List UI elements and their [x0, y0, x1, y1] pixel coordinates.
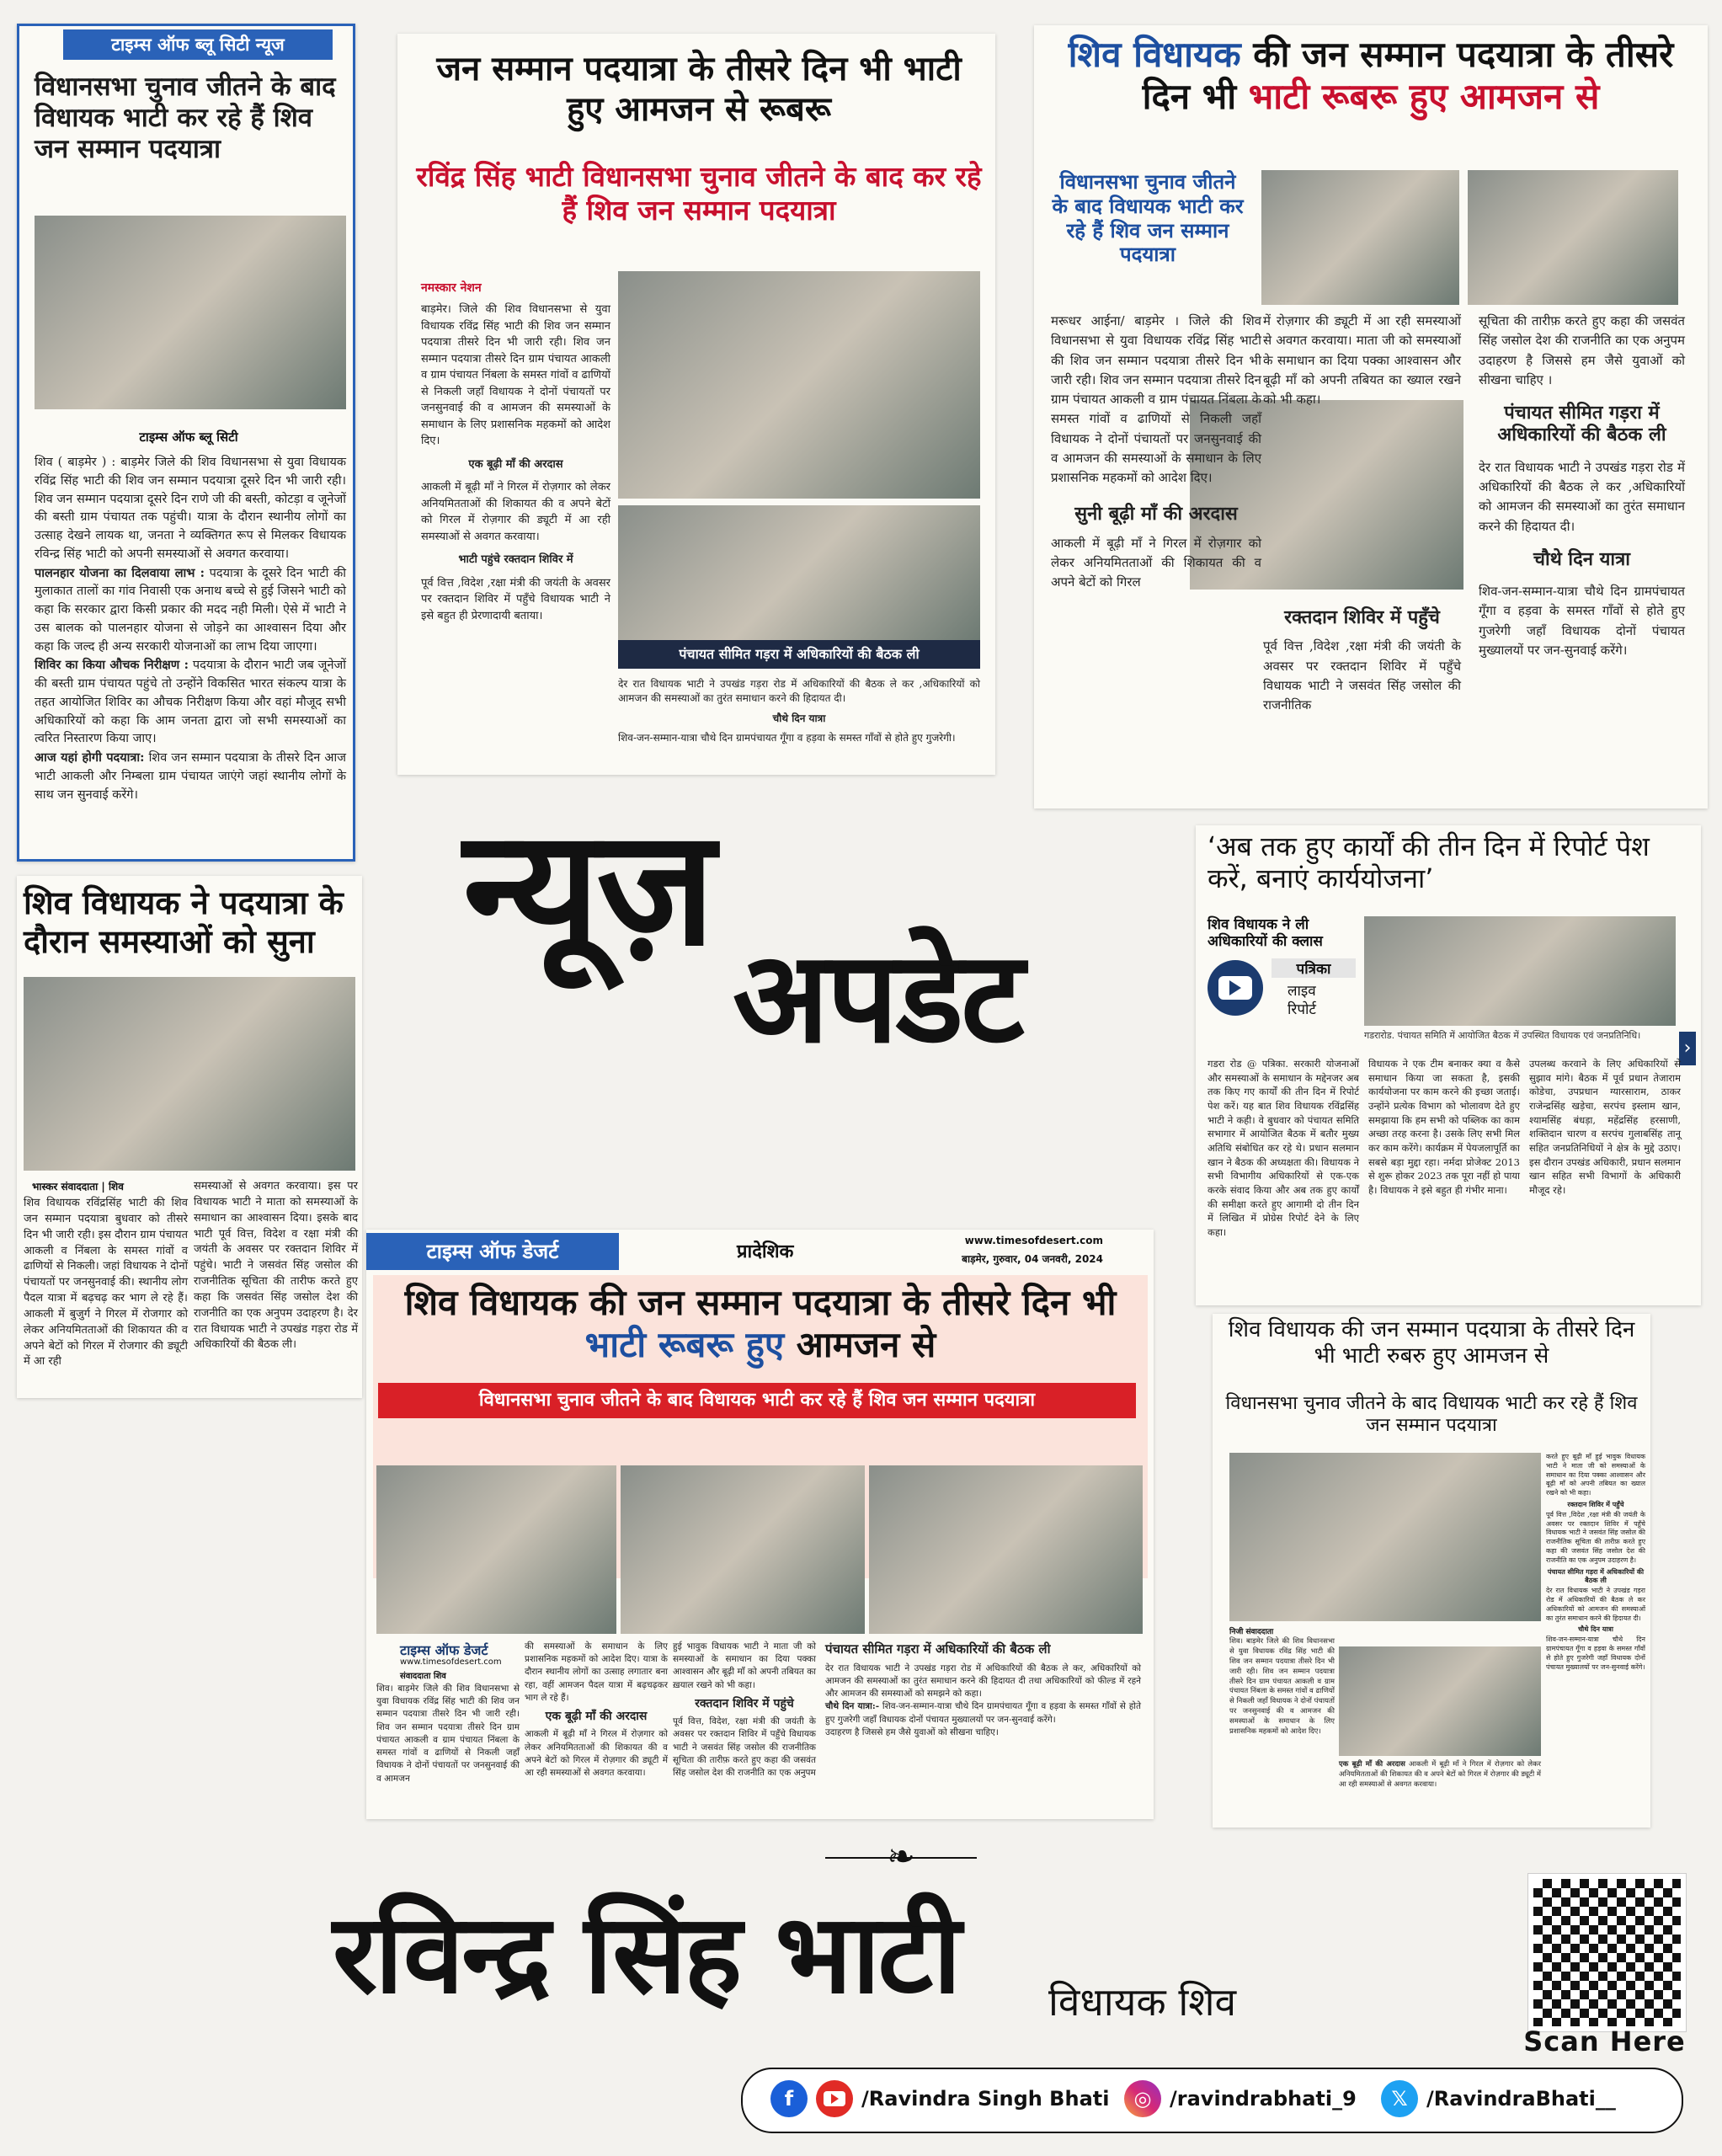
article-col-2: समस्याओं से अवगत करवाया। इस पर विधायक भाटी ने माता को समस्याओं के समाधान का आश्वासन दिया। इसके बाद भाटी पूर्व वित्त, विदेश व रक्षा मंत्री की जयंती के अवसर पर रक्तदान शिविर में पहुंचे। भाटी ने जसवंत सिंह जसोल की राजनीतिक सूचिता की तारीफ करते हुए कहा कि जसवंत सिंह जसोल देश की राजनीति का एक अनुपम उदाहरण है। देर रात विधायक भाटी ने उपखंड गड़रा रोड में अधिकारियों की बैठक ली। — [194, 1180, 358, 1352]
facebook-icon[interactable]: f — [770, 2080, 808, 2117]
logo: टाइम्स ऑफ डेजर्ट — [400, 1642, 488, 1658]
article-col-3 — [673, 1641, 816, 1780]
facebook-handle[interactable]: /Ravindra Singh Bhati — [861, 2087, 1110, 2111]
byline: टाइम्स ऑफ ब्लू सिटी — [139, 430, 238, 445]
qr-code[interactable] — [1528, 1874, 1686, 2031]
para: देर रात विधायक भाटी ने उपखंड गड़रा रोड में अधिकारियों की बैठक ले कर, अधिकारियों को आमजन की समस्याओं का तुरंत समाधान करने की हिदायत दी तथा अधिकारियों को फील्ड में रहने और आमजन की समस्याओं को समझने को कहा। — [825, 1662, 1141, 1700]
headline: ‘अब तक हुए कार्यों की तीन दिन में रिपोर्ट पेश करें, बनाएं कार्ययोजना’ — [1208, 830, 1650, 895]
subhead: पंचायत सीमित गड़रा में अधिकारियों की बैठक ली — [1497, 402, 1666, 446]
title-line-1: न्यूज़ — [463, 795, 712, 981]
article-col-1: शिव। बाड़मेर जिले की शिव विधानसभा से युवा विधायक रविंद्र सिंह भाटी की शिव जन सम्मान पदयात्रा तीसरे दिन भी जारी रही। शिव जन सम्मान पदयात्रा तीसरे दिन ग्राम पंचायत आकली व ग्राम पंचायत निंबला के समस्त गांवों व ढाणियों से निकली जहाँ विधायक ने दोनों पंचायतों पर जनसुनवाई की व आमजन की समस्याओं के समाधान के लिए प्रशासनिक महकमों को आदेश दिए। — [1229, 1637, 1335, 1737]
byline: निजी संवाददाता — [1229, 1628, 1274, 1636]
section: प्रादेशिक — [737, 1241, 794, 1262]
photo-walk — [1339, 1646, 1541, 1756]
para: देर रात विधायक भाटी ने उपखंड गड़रा रोड में अधिकारियों की बैठक ले कर ,अधिकारियों को आमजन की समस्याओं का तुरंत समाधान करने की हिदायत दी। — [1479, 459, 1685, 534]
instagram-handle[interactable]: /ravindrabhati_9 — [1170, 2087, 1357, 2111]
headline: विधानसभा चुनाव जीतने के बाद विधायक भाटी कर रहे हैं शिव जन सम्मान पदयात्रा — [35, 72, 336, 165]
mla-name: रविन्द्र सिंह भाटी — [333, 1890, 959, 2018]
subhead: चौथे दिन यात्रा — [1533, 547, 1630, 570]
live-report-badge — [1208, 960, 1359, 1019]
headline: शिव विधायक ने पदयात्रा के दौरान समस्याओं को सुना — [24, 884, 344, 960]
para: पदयात्रा के दूसरे दिन भाटी की मुलाकात तालों का गांव निवासी एक अनाथ बच्चे से हुई जिसने भाटी को कहा कि सरकार द्वारा किसी प्रकार की मदद नही मिली। ऐसे में भाटी ने उस बालक को पालनहार योजना से जोड़ने का आश्वासन दिया और कहा कि जल्द ही अन्य सरकारी योजनाओं का लाभ दिया जाएगा। — [35, 566, 346, 654]
para: बाड़मेर। जिले की शिव विधानसभा से युवा विधायक रविंद्र सिंह भाटी की शिव जन सम्मान पदयात्रा तीसरे दिन भी जारी रही। शिव जन सम्मान पदयात्रा तीसरे दिन ग्राम पंचायत आकली व ग्राम पंचायत निंबला के समस्त गांवों व ढाणियों से निकली जहाँ विधायक ने दोनों पंचायतों पर जनसुनवाई की व आमजन की समस्याओं के समाधान के लिए प्रशासनिक महकमों को आदेश दिए। — [421, 303, 610, 447]
subhead: भाटी पहुंचे रक्तदान शिविर में — [458, 553, 573, 566]
article-col-3: उपलब्ध करवाने के लिए अधिकारियों से सुझाव मांगे। बैठक में पूर्व प्रधान तेजाराम कोडेचा, उपप्रधान ग्यारसाराम, ठाकर राजेन्द्रसिंह खड़ेचा, सरपंच इस्लाम खान, श्यामसिंह बंधड़ा, महेंद्रसिंह हरसाणी, शक्तिदान चारण व सरपंच गुलाबसिंह तानू सहित जनप्रतिनिधियों ने क्षेत्र के मुद्दे उठाए। इस दौरान उपखंड अधिकारी, प्रधान सलमान खान सहित सभी विभागों के अधिकारी मौजूद रहे। — [1529, 1058, 1682, 1197]
article-col-1: शिव विधायक रविंद्रसिंह भाटी की शिव जन सम्मान पदयात्रा बुधवार को तीसरे दिन भी जारी रही। इस दौरान ग्राम पंचायत आकली व निंबला के समस्त गांवों व ढाणियों से निकली। जहां विधायक ने दोनों पंचायतों पर जनसुनवाई की। स्थानीय लोग पैदल यात्रा में बढ़चढ़ कर भाग ले रहे हैं। आकली में बुजुर्ग ने गिरल में रोजगार को लेकर अनियमितताओं की शिकायत की व अपने बेटों को गिरल में रोजगार की ड्यूटी में आ रही — [24, 1197, 188, 1369]
subhead: शिविर का किया औचक निरीक्षण : — [35, 658, 189, 673]
report-label: रिपोर्ट — [1288, 1001, 1316, 1018]
brand: पत्रिका — [1272, 958, 1356, 978]
article-col-4 — [825, 1641, 1141, 1739]
title-line-2: अपडेट — [733, 925, 1022, 1071]
photo-felicitation — [869, 1465, 1143, 1634]
para: आकली में बूढ़ी माँ ने गिरल में रोज़गार को लेकर अनियमितताओं की शिकायत की व अपने बेटों को गिरल — [1051, 535, 1261, 590]
photo-walk — [621, 1465, 865, 1634]
subhead: सुनी बूढ़ी माँ की अरदास — [1074, 503, 1238, 526]
para: मरूधर आईना/ बाड़मेर । जिले की शिव विधानसभा से युवा विधायक रविंद्र सिंह भाटी की शिव जन सम्मान पदयात्रा तीसरे दिन भी जारी रही। शिव जन सम्मान पदयात्रा तीसरे दिन ग्राम पंचायत आकली व ग्राम पंचायत निंबला के समस्त गांवों व ढाणियों से निकली जहाँ विधायक ने दोनों पंचायतों पर जनसुनवाई की व आमजन की समस्याओं के समाधान के लिए प्रशासनिक महकमों को आदेश दिए। — [1051, 313, 1261, 485]
subhead: पंचायत सीमित गड़रा में अधिकारियों की बैठक ली — [825, 1641, 1051, 1657]
para: देर रात विधायक भाटी ने उपखंड गड़रा रोड में अधिकारियों की बैठक ले कर ,अधिकारियों को आमजन की समस्याओं का तुरंत समाधान करने की हिदायत दी। — [618, 678, 980, 705]
headline-part: भाटी रूबरू हुए — [584, 1324, 785, 1366]
next-arrow[interactable]: › — [1679, 1032, 1696, 1065]
photo-caption: पंचायत सीमित गड़रा में अधिकारियों की बैठक ली — [618, 640, 980, 669]
headline-part: शिव विधायक — [1068, 34, 1241, 75]
headline-part: भाटी रूबरू हुए आमजन से — [1248, 76, 1600, 118]
photo-walk — [618, 505, 980, 640]
article-col-3 — [1479, 312, 1685, 660]
subhead: पंचायत सीमित गड़रा में अधिकारियों की बैठक ली — [1547, 1566, 1645, 1585]
masthead: टाइम्स ऑफ डेजर्ट — [366, 1233, 619, 1270]
social-x[interactable] — [1381, 2080, 1616, 2117]
photo-tribute — [376, 1465, 616, 1634]
social-instagram[interactable] — [1124, 2080, 1357, 2117]
para: शिव जन सम्मान पदयात्रा के तीसरे दिन आज भाटी आकली और निम्बला ग्राम पंचायत जाएंगे जहां स्थानीय लोगों के साथ जन सुनवाई करेंगे। — [35, 751, 346, 802]
mla-title: विधायक शिव — [1048, 1979, 1237, 2025]
headline: जन सम्मान पदयात्रा के तीसरे दिन भी भाटी हुए आमजन से रूबरू — [436, 50, 962, 129]
article-col-1 — [1051, 312, 1261, 592]
article-right — [618, 677, 980, 746]
news-clip-blue-city — [17, 24, 355, 862]
para: शिव-जन-सम्मान-यात्रा चौथे दिन ग्रामपंचायत गूँगा व हड़वा के समस्त गाँवों से होते हुए गुजरेगी जहाँ विधायक दोनों पंचायत मुख्यालयों पर जन-सुनवाई करेंगे। — [1546, 1636, 1645, 1671]
para: पूर्व वित्त ,विदेश ,रक्षा मंत्री की जयंती के अवसर पर रक्तदान शिविर में पहुँचे विधायक भाटी ने जसवंत सिंह जसोल की राजनीतिक — [1263, 638, 1461, 713]
subhead: एक बूढ़ी माँ की अरदास — [545, 1710, 648, 1724]
scan-label: Scan Here — [1523, 2025, 1686, 2057]
para: शिव ( बाड़मेर ) : बाड़मेर जिले की शिव विधानसभा से युवा विधायक रविंद्र सिंह भाटी की शिव जन सम्मान पदयात्रा दूसरे दिन भी जारी रही। शिव जन सम्मान पदयात्रा दूसरे दिन राणे जी की बस्ती, कोटड़ा व जूनेजों की बस्ती ग्राम पंचायत तक पहुंची। यात्रा के दौरान स्थानीय लोगों का उत्साह देखने लायक था, जनता ने व्यक्तिगत रूप से मिलकर विधायक रविन्द्र सिंह भाटी को अपनी समस्याओं से अवगत करवाया। — [35, 456, 346, 561]
subhead: चौथे दिन यात्रा — [772, 712, 826, 724]
headline-part: आमजन से — [784, 1324, 936, 1366]
subheadline: विधानसभा चुनाव जीतने के बाद विधायक भाटी कर रहे हैं शिव जन सम्मान पदयात्रा — [1225, 1393, 1638, 1437]
headline — [381, 1282, 1139, 1367]
social-facebook-youtube[interactable] — [770, 2080, 1109, 2117]
footnote: उदाहरण है जिससे हम जैसे युवाओं को सीखना चाहिए। — [825, 1726, 999, 1737]
headline — [1051, 34, 1691, 119]
subhead: रक्तदान शिविर में पहुंचे — [695, 1696, 794, 1710]
headline-part: शिव विधायक की जन सम्मान पदयात्रा के तीसरे दिन भी — [404, 1282, 1117, 1323]
reporter: संवाददाता शिव — [400, 1672, 446, 1681]
news-clip-namaskar-nation — [397, 34, 995, 775]
article-col-2 — [1263, 312, 1461, 407]
dateline: बाड़मेर, गुरुवार, 04 जनवरी, 2024 — [962, 1253, 1103, 1265]
side-headline: विधानसभा चुनाव जीतने के बाद विधायक भाटी कर रहे हैं शिव जन सम्मान पदयात्रा — [1052, 170, 1244, 267]
website: www.timesofdesert.com — [964, 1235, 1103, 1246]
tag-line: शिव विधायक ने ली अधिकारियों की क्लास — [1208, 916, 1323, 951]
subhead: पालनहार योजना का दिलवाया लाभ : — [35, 565, 205, 580]
para: आकली में बूढ़ी माँ ने गिरल में रोज़गार को लेकर अनियमितताओं की शिकायत की व अपने बेटों को गिरल में रोज़गार की ड्यूटी में आ रही समस्याओं से अवगत करवाया। — [421, 481, 610, 543]
masthead: टाइम्स ऑफ ब्लू सिटी न्यूज — [63, 29, 333, 60]
news-update-title — [455, 795, 1112, 1095]
subhead: एक बूढ़ी माँ की अरदास — [1339, 1760, 1405, 1769]
photo-felicitation — [618, 271, 980, 499]
article-side — [1546, 1453, 1645, 1672]
subhead: एक बूढ़ी माँ की अरदास — [468, 457, 563, 471]
article-col-2 — [525, 1641, 668, 1780]
para: शिव-जन-सम्मान-यात्रा चौथे दिन ग्रामपंचायत गूँगा व हड़वा के समस्त गाँवों से होते हुए गुजरेगी जहाँ विधायक दोनों पंचायत मुख्यालयों पर जन-सुनवाई करेंगे। — [1479, 584, 1685, 658]
subhead: चौथे दिन यात्रा:- — [825, 1701, 880, 1712]
photo-meeting — [1364, 916, 1676, 1026]
para: आकली में बूढ़ी माँ ने गिरल में रोज़गार को लेकर अनियमितताओं की शिकायत की व अपने बेटों को गिरल में रोज़गार की ड्यूटी में आ रही समस्याओं से अवगत करवाया। — [1339, 1760, 1541, 1789]
caption: गडरारोड. पंचायत समिति में आयोजित बैठक में उपस्थित विधायक एवं जनप्रतिनिधि। — [1364, 1030, 1641, 1041]
news-clip-bottom-right — [1213, 1314, 1650, 1828]
youtube-icon[interactable] — [816, 2080, 853, 2117]
byline: भास्कर संवाददाता | शिव — [32, 1181, 124, 1193]
para: करते हुए बूढ़ी माँ हुई भावुक विधायक भाटी ने माता जी को समस्याओं के समाधान का दिया पक्का आश्वासन और बूढ़ी माँ को अपनी तबियत का ख्याल रखने को भी कहा। — [1546, 1453, 1645, 1497]
headline-part: की जन सम्मान पदयात्रा के तीसरे दिन भी — [1142, 34, 1674, 118]
article-left-col — [421, 302, 610, 624]
photo-walk — [1468, 170, 1678, 305]
article-col-1: गडरा रोड @ पत्रिका. सरकारी योजनाओं और समस्याओं के समाधान के मद्देनजर अब तक किए गए कार्यों की तीन दिन में रिपोर्ट पेश करें। यह बात शिव विधायक रविंद्रसिंह भाटी ने कही। वे बुधवार को पंचायत समिति सभागार में आयोजित बैठक में बतौर मुख्य अतिथि संबोधित कर रहे थे। प्रधान सलमान खान ने बैठक की अध्यक्षता की। विधायक ने सभी विभागीय अधिकारियों से एक-एक करके संवाद किया और अब तक हुए कार्यों की समीक्षा करते हुए आगामी दो तीन दिन में लिखित में प्रोग्रेस रिपोर्ट देने के लिए कहा। — [1208, 1058, 1359, 1239]
byline: नमस्कार नेशन — [421, 281, 482, 295]
news-clip-marudhar-aaina — [1034, 25, 1708, 808]
live-label: लाइव — [1288, 983, 1316, 1000]
para: पूर्व वित्त ,विदेश ,रक्षा मंत्री की जयंती के अवसर पर रक्तदान शिविर में पहुँचे विधायक भाटी ने इसे बहुत ही प्रेरणादायी बताया। — [421, 576, 610, 622]
banner: विधानसभा चुनाव जीतने के बाद विधायक भाटी कर रहे हैं शिव जन सम्मान पदयात्रा — [378, 1383, 1136, 1418]
photo-crowd — [35, 216, 346, 409]
subhead: आज यहां होगी पदयात्रा: — [35, 750, 145, 765]
para: पदयात्रा के दौरान भाटी जब जूनेजों की बस्ती ग्राम पंचायत पहुंचे तो उन्होंने विकसित भारत संकल्प यात्रा के तहत आयोजित शिविर का औचक निरीक्षण किया और वहां मौजूद सभी अधिकारियों को कहा कि आम जनता द्वारा जो सभी समस्याओं का त्वरित निस्तारण किया जाए। — [35, 659, 347, 746]
para: पूर्व वित्त ,विदेश ,रक्षा मंत्री की जयंती के अवसर पर रक्तदान शिविर में पहुँचे विधायक भाटी ने जसवंत सिंह जसोल की राजनीतिक सूचिता की तारीफ़ करते हुए कहा की जसवंत सिंह जसोल देश की राजनीति का एक अनुपम उदाहरण है। — [1546, 1510, 1645, 1564]
article-col-2: विधायक ने एक टीम बनाकर क्या व कैसे समाधान किया जा सकता है, इसकी कार्ययोजना पर काम करने की इच्छा जताई। उन्होंने प्रत्येक विभाग को भोलावण देते हुए समझाया कि हम सभी को पब्लिक का काम अच्छा तरह करना है। उसके लिए सभी मिल कर काम करेंगे। कार्यक्रम में पेयजलापूर्ति का सबसे बड़ा मुद्दा रहा। नर्मदा प्रोजेक्ट 2013 से शुरू होकर 2023 तक पूरा नहीं हो पाया है। विधायक ने इसे बहुत ही गंभीर माना। — [1368, 1058, 1520, 1197]
news-clip-bhaskar — [17, 876, 362, 1398]
para: शिव-जन-सम्मान-यात्रा चौथे दिन ग्रामपंचायत गूँगा व हड़वा के समस्त गाँवों से होते हुए गुजरेगी। — [618, 732, 956, 744]
play-icon — [1208, 960, 1263, 1016]
para: हुई भावुक विधायक भाटी ने माता जी को समस्याओं के समाधान का दिया पक्का आश्वासन और बूढ़ी माँ को अपनी तबियत का ख़याल रखने को भी कहा। — [673, 1641, 816, 1690]
subhead: रक्तदान शिविर में पहुँचे — [1284, 606, 1440, 628]
photo-felicitation — [1229, 1453, 1541, 1621]
x-icon[interactable]: 𝕏 — [1381, 2080, 1418, 2117]
para: पूर्व वित्त, विदेश, रक्षा मंत्री की जयंती के अवसर पर रक्तदान शिविर में पहुँचे विधायक भाटी ने जसवंत सिंह जसोल की राजनीतिक सूचिता की तारीफ़ करते हुए कहा की जसवंत सिंह जसोल देश की राजनीति का एक अनुपम — [673, 1716, 816, 1779]
para: देर रात विधायक भाटी ने उपखंड गड़रा रोड में अधिकारियों की बैठक ले कर अधिकारियों को आमजन की समस्याओं का तुरंत समाधान करने की हिदायत दी। — [1546, 1587, 1645, 1622]
para: सूचिता की तारीफ़ करते हुए कहा की जसवंत सिंह जसोल देश की राजनीति का एक अनुपम उदाहरण है जिससे हम जैसे युवाओं को सीखना चाहिए । — [1479, 313, 1685, 387]
instagram-icon[interactable]: ◎ — [1124, 2080, 1161, 2117]
article-col-1: शिव। बाड़मेर जिले की शिव विधानसभा से युवा विधायक रविंद्र सिंह भाटी की शिव जन सम्मान पदयात्रा तीसरे दिन भी जारी रही। शिव जन सम्मान पदयात्रा तीसरे दिन ग्राम पंचायत आकली व ग्राम पंचायत निंबला के समस्त गांवों व ढाणियों से निकली जहाँ विधायक ने दोनों पंचायतों पर जनसुनवाई की व आमजन — [376, 1684, 520, 1784]
headline: शिव विधायक की जन सम्मान पदयात्रा के तीसरे दिन भी भाटी रुबरु हुए आमजन से — [1228, 1317, 1635, 1369]
article-mid — [1339, 1760, 1541, 1790]
para: की समस्याओं के समाधान के लिए प्रशासनिक महकमों को आदेश दिए। यात्रा के दौरान स्थानीय लोगों का उत्साह लगातार बना रहा, वहीं आमजन पैदल यात्रा में बढ़चढ़कर भाग ले रहे हैं। — [525, 1641, 668, 1703]
article-col-2b — [1263, 598, 1461, 715]
subhead: चौथे दिन यात्रा — [1578, 1625, 1613, 1634]
article-body — [35, 454, 346, 804]
x-handle[interactable]: /RavindraBhati__ — [1426, 2087, 1616, 2111]
subhead: रक्तदान शिविर में पहुँचे — [1567, 1499, 1624, 1508]
para: में रोज़गार की ड्यूटी में आ रही समस्याओं से अवगत करवाया। माता जी को समस्याओं के समाधान का दिया पक्का आश्वासन और बूढ़ी माँ को अपनी तबियत का ख्याल रखने को भी कहा। — [1263, 313, 1461, 407]
ornament-icon: ❧ — [887, 1838, 915, 1876]
photo-felicitation — [1261, 170, 1459, 305]
para: शिव-जन-सम्मान-यात्रा चौथे दिन ग्रामपंचायत गूँगा व हड़वा के समस्त गाँवों से होते हुए गुजरेगी जहाँ विधायक दोनों पंचायत मुख्यालयों पर जन-सुनवाई करेंगे। — [825, 1701, 1142, 1725]
news-clip-patrika — [1196, 825, 1701, 1305]
photo-walk — [24, 977, 355, 1171]
news-clip-times-of-desert — [366, 1230, 1154, 1819]
logo-url: www.timesofdesert.com — [400, 1657, 502, 1667]
para: आकली में बूढ़ी माँ ने गिरल में रोज़गार को लेकर अनियमितताओं की शिकायत की व अपने बेटों को गिरल में रोज़गार की ड्यूटी में आ रही समस्याओं से अवगत करवाया। — [525, 1729, 668, 1779]
subheadline: रविंद्र सिंह भाटी विधानसभा चुनाव जीतने के बाद कर रहे हैं शिव जन सम्मान पदयात्रा — [416, 160, 982, 227]
